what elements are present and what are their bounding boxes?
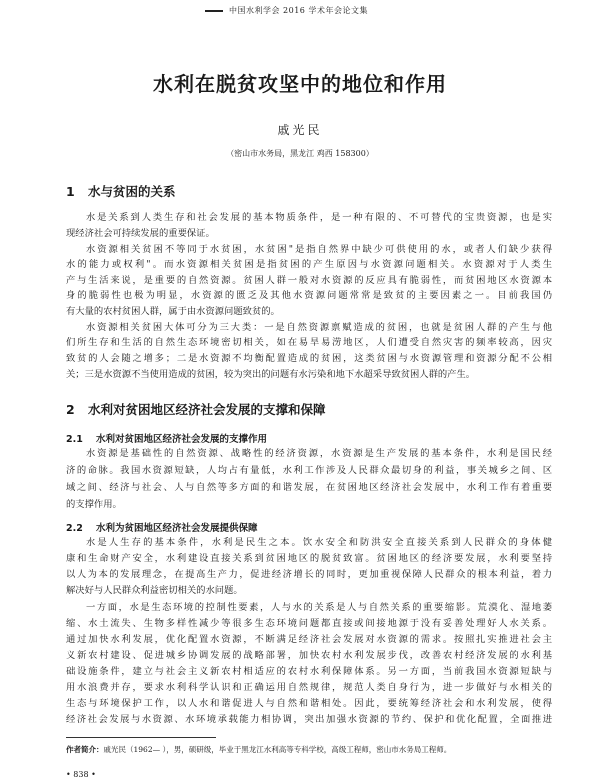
subsection-title: 水利对贫困地区经济社会发展的支撑作用 <box>96 434 268 445</box>
footnote-divider <box>66 737 216 738</box>
paragraph-line: 用水浪费并存，要求水利科学认识和正确运用自然规律，规范人类自身行为，进一步做好与水相关的 <box>66 682 552 693</box>
subsection-number: 2.2 <box>66 523 83 534</box>
paragraph-line: 域之间、经济与社会、人与自然等多方面的和谐发展，在贫困地区经济社会发展中，水利工作有着重要 <box>66 482 552 493</box>
paragraph-line: 致贫的人会随之增多；二是水资源不均衡配置造成的贫困，这类贫困与水资源管理和资源分配不公相 <box>66 353 552 364</box>
subsection-number: 2.1 <box>66 434 83 445</box>
section-title: 水与贫困的关系 <box>88 184 176 199</box>
paragraph-line: 的支撑作用。 <box>66 499 122 510</box>
subsection-2-2-heading <box>66 520 258 534</box>
page-number: • 838 • <box>66 770 96 779</box>
section-number: 1 <box>66 184 75 199</box>
paragraph-line: 现经济社会可持续发展的重要保证。 <box>66 228 215 239</box>
subsection-title: 水利为贫困地区经济社会发展提供保障 <box>96 523 258 534</box>
paragraph-line: 一方面，水是生态环境的控制性要素，人与水的关系是人与自然关系的重要缩影。荒漠化、湿地萎 <box>86 602 552 613</box>
paragraph-line: 缩、水土流失、生物多样性减少等很多生态环境问题都直接或间接地源于没有妥善处理好人水关系。 <box>66 618 552 629</box>
paragraph-line: 有大量的农村贫困人群，属于由水资源问题致贫的。 <box>66 306 280 317</box>
paragraph-line: 关；三是水资源不当使用造成的贫困，较为突出的问题有水污染和地下水超采导致贫困人群的产生。 <box>66 369 476 380</box>
paragraph-line: 水的能力或权利"。而水资源相关贫困是指贫困的产生原因与水资源问题相关。水资源对于人类生 <box>66 259 552 270</box>
author-name: 戚光民 <box>277 123 323 137</box>
paragraph-line: 水是关系到人类生存和社会发展的基本物质条件，是一种有限的、不可替代的宝贵资源，也是实 <box>86 212 552 223</box>
author-affiliation: （密山市水务局，黑龙江 鸡西 158300） <box>226 149 374 158</box>
header-rule-icon <box>205 10 223 12</box>
paragraph-line: 以人为本的发展理念，在提高生产力，促进经济增长的同时，更加重视保障人民群众的根本利益，着力 <box>66 569 552 580</box>
footnote-label: 作者简介： <box>66 745 104 754</box>
paragraph-line: 础设施条件，建立与社会主义新农村相适应的农村水利保障体系。另一方面，当前我国水资源短缺与 <box>66 666 552 677</box>
section-number: 2 <box>66 402 75 417</box>
paragraph-line: 产与生活来说，是重要的自然资源。贫困人群一般对水资源的反应具有脆弱性，而贫困地区水资源本 <box>66 275 552 286</box>
paragraph-line: 经济社会发展与水资源、水环境承载能力相协调，突出加强水资源的节约、保护和优化配置，全面推进 <box>66 714 552 725</box>
section-2-heading <box>66 400 326 418</box>
paragraph-line: 康和生命财产安全，水利建设直接关系到贫困地区的脱贫致富。贫困地区的经济要发展，水利要坚持 <box>66 553 552 564</box>
paragraph-line: 通过加快水利发展，优化配置水资源，不断满足经济社会发展对水资源的需求。按照扎实推进社会主 <box>66 634 552 645</box>
paragraph-line: 生态与环境保护工作，以人水和谐促进人与自然和谐相处。因此，要统筹经济社会和水利发展，使得 <box>66 698 552 709</box>
running-header <box>205 5 368 16</box>
footnote-text: 戚光民（1962— ），男，硕研级，毕业于黑龙江水利高等专科学校，高级工程师，密山市水务局工程师。 <box>103 745 452 754</box>
paragraph-line: 身的脆弱性也极为明显，水资源的匮乏及其他水资源问题常常是致贫的主要因素之一。目前我国仍 <box>66 290 552 301</box>
paragraph-line: 解决好与人民群众利益密切相关的水问题。 <box>66 585 243 596</box>
paragraph-line: 义新农村建设、促进城乡协调发展的战略部署，加快农村水利发展步伐，改善农村经济发展的水利基 <box>66 650 552 661</box>
section-1-heading <box>66 182 176 200</box>
paper-title: 水利在脱贫攻坚中的地位和作用 <box>153 72 447 96</box>
paragraph-line: 们所生存和生活的自然生态环境密切相关，如在易旱易涝地区，人们遭受自然灾害的频率较高，因灾 <box>66 337 552 348</box>
running-header-text: 中国水利学会 2016 学术年会论文集 <box>229 6 368 15</box>
subsection-2-1-heading <box>66 431 267 445</box>
paragraph-line: 水资源是基础性的自然资源、战略性的经济资源，水资源是生产发展的基本条件，水利是国民经 <box>86 448 552 459</box>
paragraph-line: 水是人生存的基本条件，水利是民生之本。饮水安全和防洪安全直接关系到人民群众的身体健 <box>86 537 552 548</box>
paragraph-line: 济的命脉。我国水资源短缺，人均占有量低，水利工作涉及人民群众最切身的利益，事关城乡之间、区 <box>66 465 552 476</box>
paragraph-line: 水资源相关贫困大体可分为三大类：一是自然资源禀赋造成的贫困，也就是贫困人群的产生与他 <box>86 322 552 333</box>
paragraph-line: 水资源相关贫困不等同于水贫困，水贫困"是指自然界中缺少可供使用的水，或者人们缺少获得 <box>86 244 552 255</box>
author-footnote <box>66 744 451 755</box>
section-title: 水利对贫困地区经济社会发展的支撑和保障 <box>88 402 326 417</box>
